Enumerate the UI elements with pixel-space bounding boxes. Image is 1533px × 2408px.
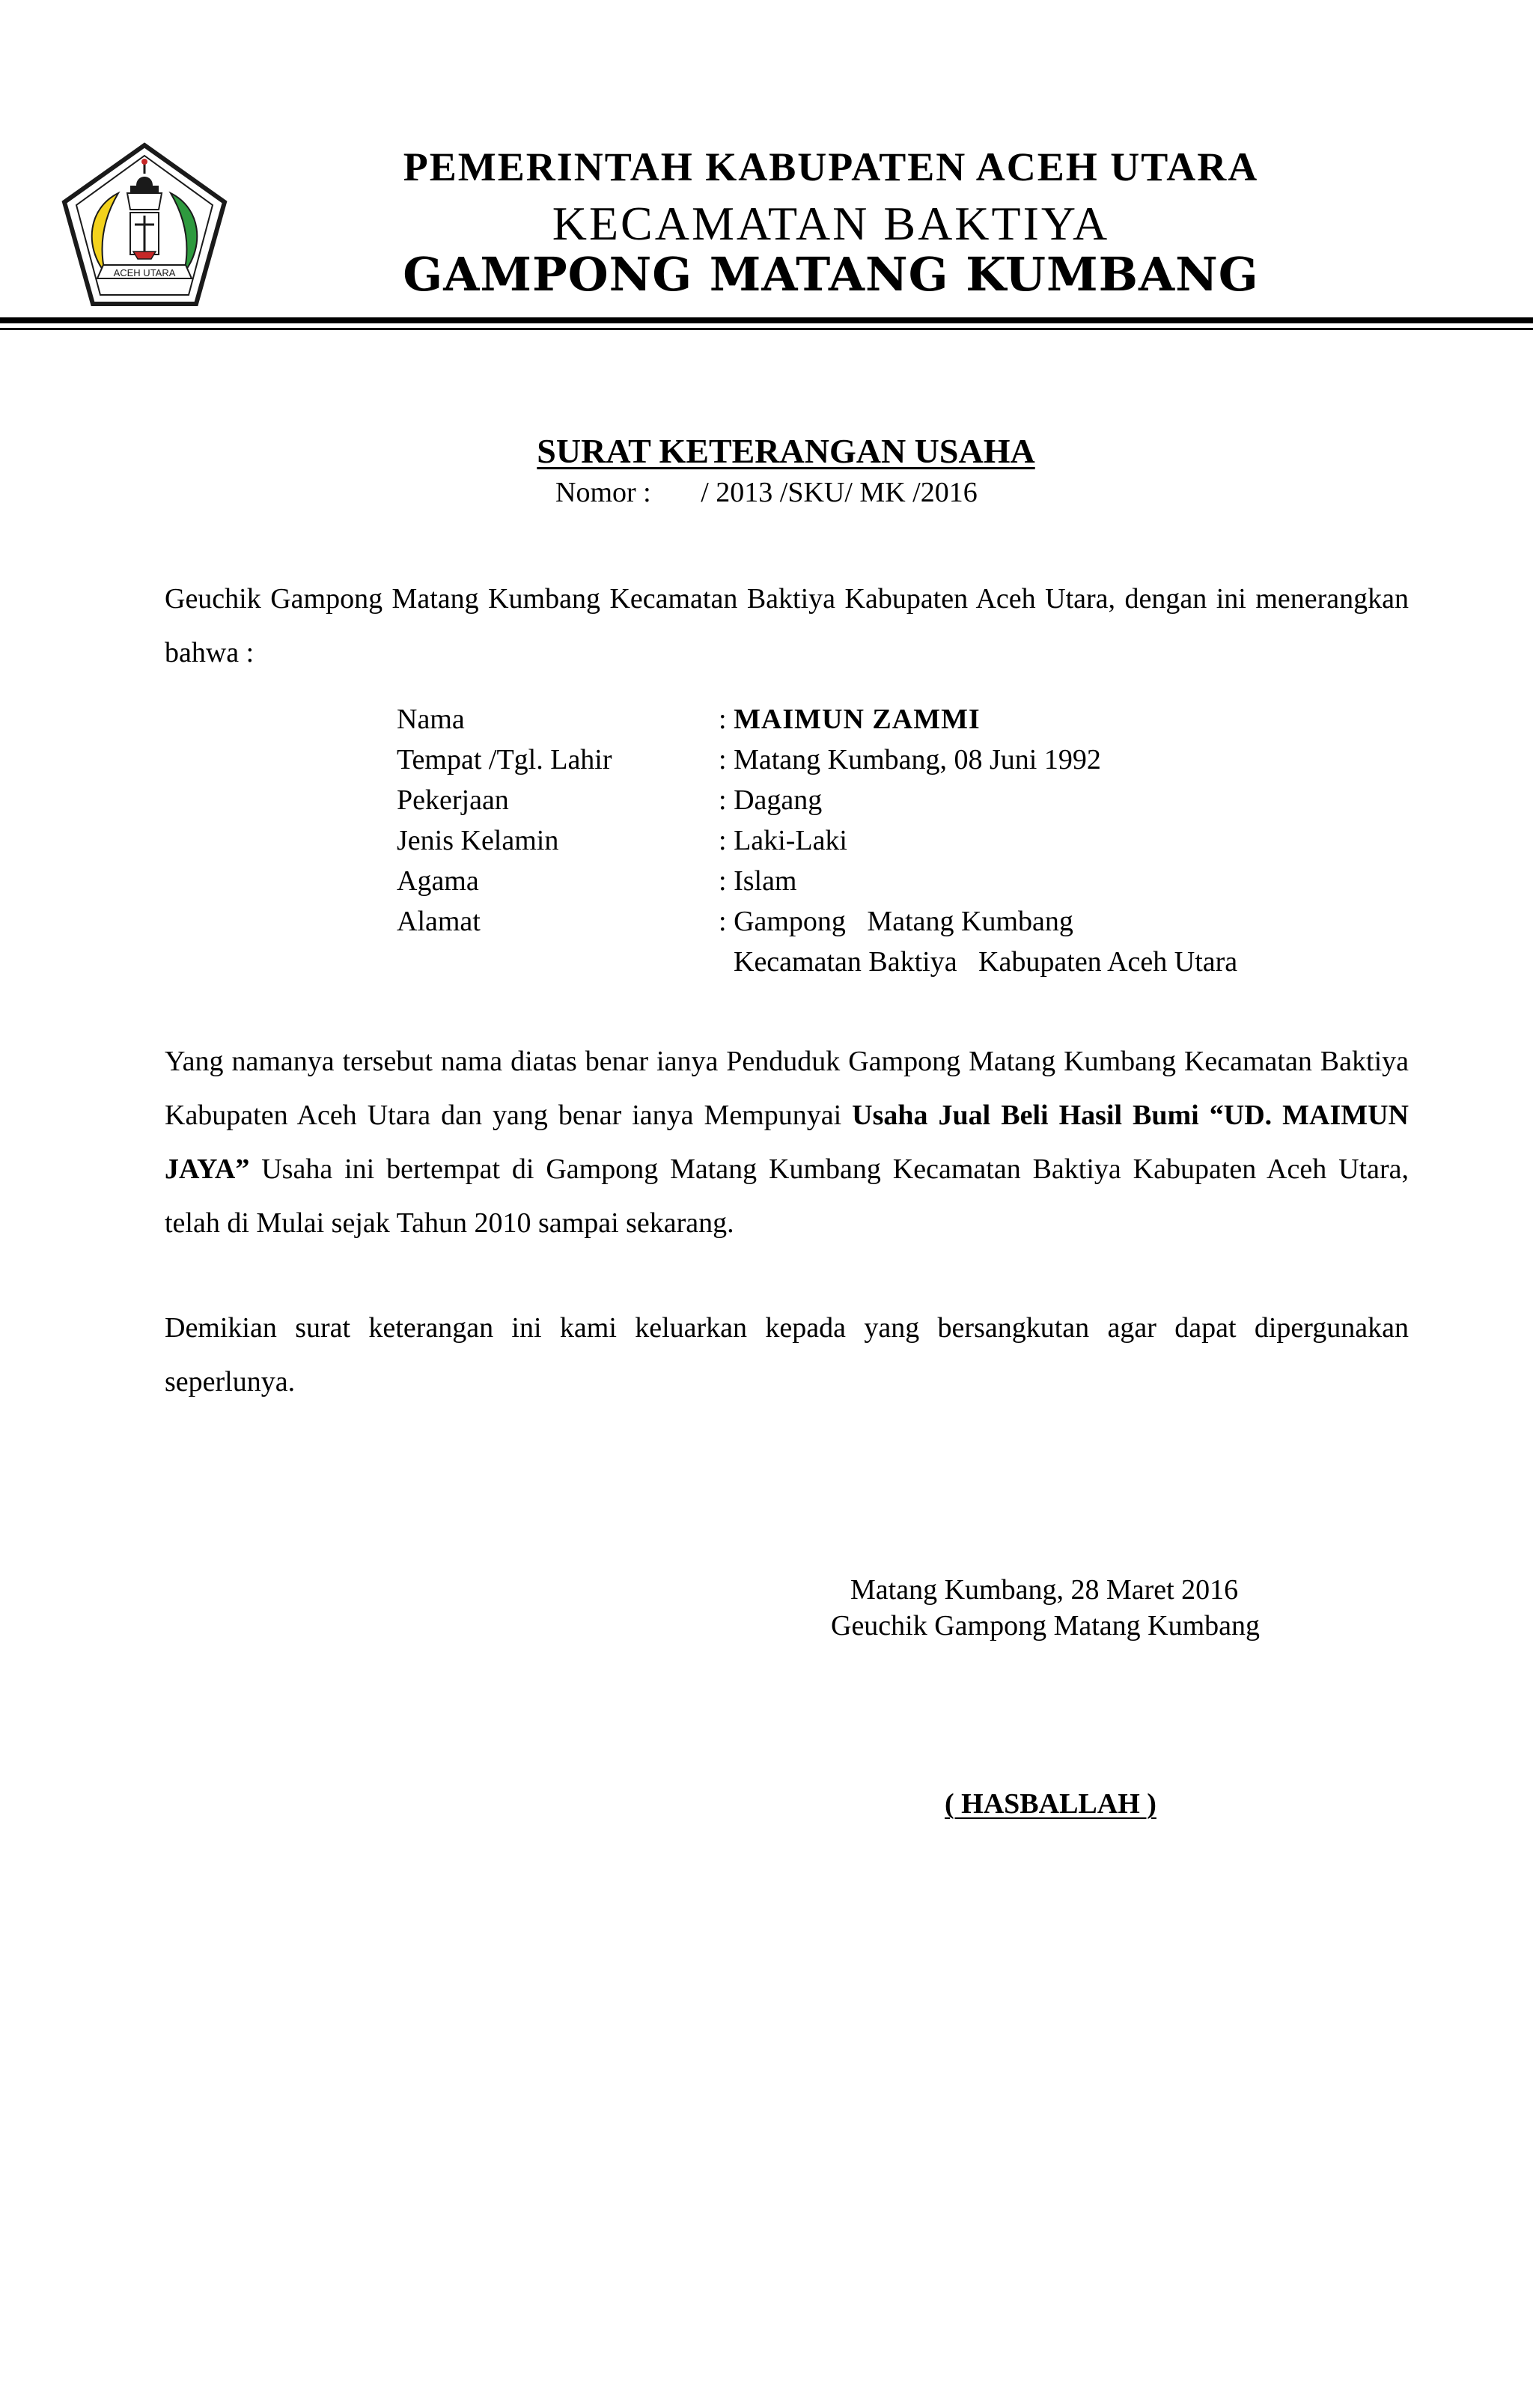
signature-office: Geuchik Gampong Matang Kumbang <box>831 1610 1261 1642</box>
letterhead-district: KECAMATAN BAKTIYA <box>552 197 1110 250</box>
letterhead-divider-thick <box>0 317 1533 323</box>
identity-row-birth <box>397 740 1237 780</box>
business-name: Usaha Jual Beli Hasil Bumi “UD. MAIMUN JAYA” <box>165 1100 1409 1185</box>
signature-place-date: Matang Kumbang, 28 Maret 2016 <box>850 1574 1239 1606</box>
aceh-utara-emblem-icon <box>58 141 231 310</box>
person-name: MAIMUN ZAMMI <box>734 704 981 735</box>
identity-address-line2: Kecamatan Baktiya Kabupaten Aceh Utara <box>734 946 1238 978</box>
identity-row-address <box>397 901 1237 942</box>
identity-value: : Matang Kumbang, 08 Juni 1992 <box>719 744 1101 775</box>
identity-value: : Laki-Laki <box>719 825 847 856</box>
identity-row-name <box>397 699 1237 740</box>
identity-table <box>397 699 1237 982</box>
identity-value: : Gampong Matang Kumbang <box>719 906 1073 937</box>
emblem-ribbon-text: ACEH UTARA <box>113 267 176 278</box>
identity-label: Jenis Kelamin <box>397 825 559 856</box>
identity-label: Agama <box>397 865 479 897</box>
identity-label: Pekerjaan <box>397 784 509 816</box>
identity-label: Alamat <box>397 906 481 937</box>
letterhead-government: PEMERINTAH KABUPATEN ACEH UTARA <box>403 144 1259 189</box>
main-paragraph: Yang namanya tersebut nama diatas benar ianya Penduduk Gampong Matang Kumbang Kecamatan Baktiya Kabupaten Aceh Utara dan yang benar ianya Mempunyai Usaha Jual Beli Hasil Bumi “UD. MAIMUN JAYA” Usaha ini bertempat di Gampong Matang Kumbang Kecamatan Baktiya Kabupaten Aceh Utara, telah di Mulai sejak Tahun 2010 sampai sekarang. <box>165 1046 1409 1239</box>
identity-value: : Dagang <box>719 784 823 816</box>
document-title: SURAT KETERANGAN USAHA <box>537 432 1035 470</box>
identity-value: : MAIMUN ZAMMI <box>719 704 981 735</box>
signatory-name: ( HASBALLAH ) <box>945 1788 1156 1820</box>
closing-paragraph: Demikian surat keterangan ini kami keluarkan kepada yang bersangkutan agar dapat dipergunakan seperlunya. <box>165 1312 1409 1397</box>
identity-label: Tempat /Tgl. Lahir <box>397 744 612 775</box>
letterhead-village: GAMPONG MATANG KUMBANG <box>403 247 1259 302</box>
identity-row-religion <box>397 861 1237 901</box>
identity-row-gender <box>397 820 1237 861</box>
letterhead-divider-thin <box>0 328 1533 330</box>
identity-label: Nama <box>397 704 465 735</box>
identity-value: : Islam <box>719 865 797 897</box>
document-number: Nomor : / 2013 /SKU/ MK /2016 <box>555 477 978 508</box>
identity-row-job <box>397 780 1237 820</box>
intro-paragraph: Geuchik Gampong Matang Kumbang Kecamatan Baktiya Kabupaten Aceh Utara, dengan ini menerangkan bahwa : <box>165 583 1409 668</box>
